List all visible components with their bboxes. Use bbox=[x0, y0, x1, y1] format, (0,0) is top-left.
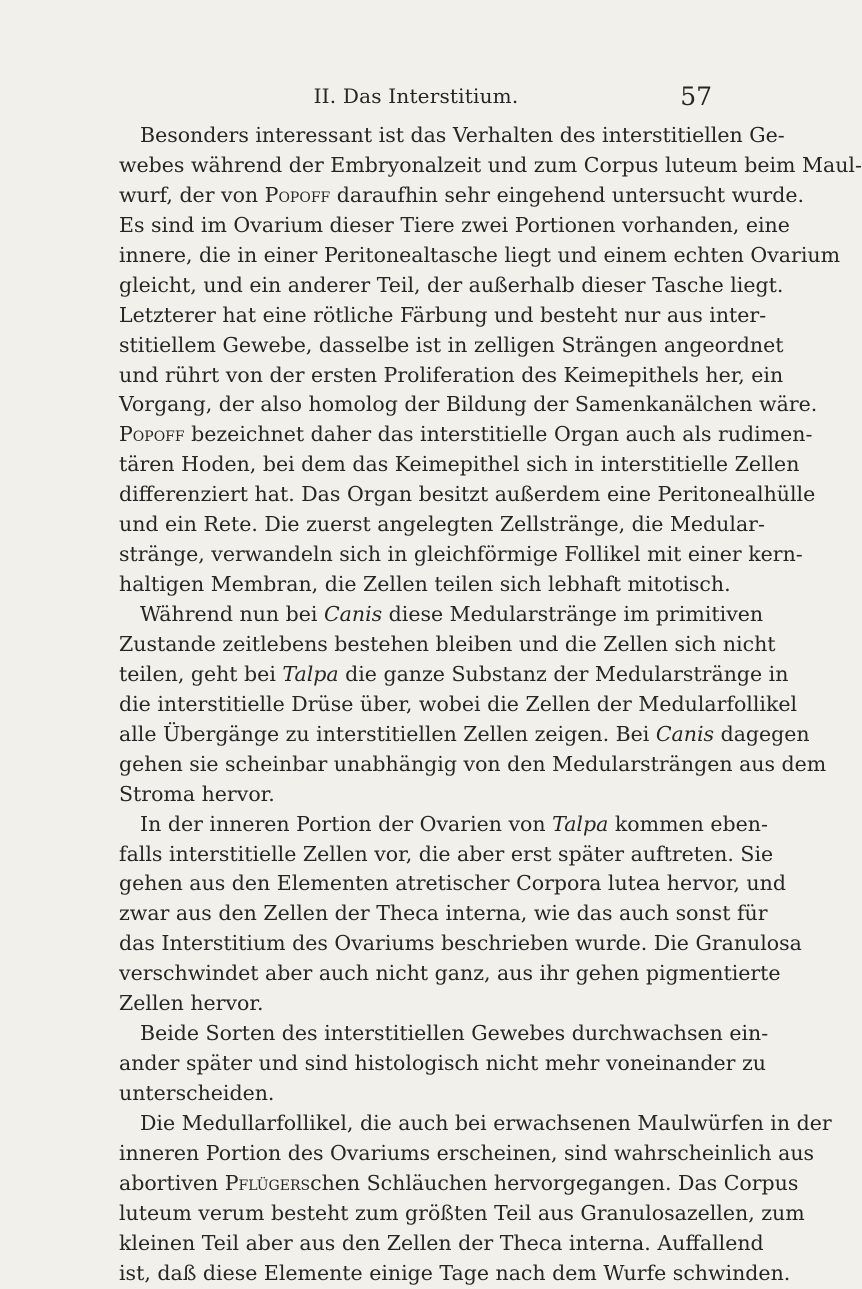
text-line: Letzterer hat eine rötliche Färbung und besteht nur aus inter- bbox=[119, 302, 767, 327]
text-line bbox=[119, 181, 804, 211]
author-name: Popoff bbox=[264, 182, 331, 207]
text-line: unterscheiden. bbox=[119, 1081, 275, 1105]
text-segment: wurf, der von bbox=[119, 182, 265, 207]
text-segment: alle Übergänge zu interstitiellen Zellen zeigen. Bei bbox=[119, 721, 656, 746]
body-text bbox=[119, 121, 862, 1289]
text-line: stitiellem Gewebe, dasselbe ist in zelligen Strängen angeordnet bbox=[119, 332, 784, 357]
running-head-title: II. Das Interstitium. bbox=[313, 84, 519, 108]
text-segment: bezeichnet daher das interstitielle Organ auch als rudimen- bbox=[184, 422, 813, 447]
text-line: und ein Rete. Die zuerst angelegten Zellstränge, die Medular- bbox=[119, 512, 765, 537]
text-segment: die ganze Substanz der Medularstränge in bbox=[338, 661, 789, 686]
text-line: ist, daß diese Elemente einige Tage nach dem Wurfe schwinden. bbox=[119, 1260, 791, 1285]
text-line: innere, die in einer Peritonealtasche liegt und einem echten Ovarium bbox=[119, 242, 841, 267]
genus-name: Talpa bbox=[552, 811, 609, 836]
text-line: gehen aus den Elementen atretischer Corpora lutea hervor, und bbox=[119, 871, 786, 896]
text-line bbox=[119, 810, 768, 840]
text-line: zwar aus den Zellen der Theca interna, wie das auch sonst für bbox=[119, 901, 768, 926]
text-line bbox=[119, 1169, 799, 1199]
text-line: webes während der Embryonalzeit und zum Corpus luteum beim Maul- bbox=[119, 152, 862, 177]
text-line: stränge, verwandeln sich in gleichförmige Follikel mit einer kern- bbox=[119, 542, 803, 567]
author-name: Popoff bbox=[119, 422, 185, 447]
text-line: differenziert hat. Das Organ besitzt außerdem eine Peritonealhülle bbox=[119, 482, 816, 507]
text-line: Zustande zeitlebens bestehen bleiben und die Zellen sich nicht bbox=[119, 631, 776, 656]
text-segment: dagegen bbox=[714, 721, 810, 746]
text-line bbox=[119, 720, 810, 750]
text-line: kleinen Teil aber aus den Zellen der Theca interna. Auffallend bbox=[119, 1230, 764, 1255]
text-line bbox=[119, 660, 789, 690]
text-line: inneren Portion des Ovariums erscheinen, sind wahrscheinlich aus bbox=[119, 1140, 815, 1165]
text-segment: abortiven bbox=[119, 1170, 225, 1195]
text-line: Beide Sorten des interstitiellen Gewebes durchwachsen ein- bbox=[140, 1021, 769, 1046]
text-line: verschwindet aber auch nicht ganz, aus ihr gehen pigmentierte bbox=[119, 961, 781, 986]
text-line: die interstitielle Drüse über, wobei die Zellen der Medularfollikel bbox=[119, 691, 798, 716]
text-segment: kommen eben- bbox=[608, 811, 768, 836]
text-segment: diese Medularstränge im primitiven bbox=[382, 602, 764, 626]
text-line: Die Medullarfollikel, die auch bei erwachsenen Maulwürfen in der bbox=[140, 1110, 832, 1135]
text-line: das Interstitium des Ovariums beschrieben wurde. Die Granulosa bbox=[119, 931, 802, 956]
text-line bbox=[119, 420, 813, 450]
text-line: ander später und sind histologisch nicht mehr voneinander zu bbox=[119, 1051, 766, 1076]
text-line: Stroma hervor. bbox=[119, 781, 275, 806]
text-segment: In der inneren Portion der Ovarien von bbox=[140, 811, 553, 836]
running-header bbox=[120, 84, 712, 114]
author-name: Pflügers bbox=[224, 1170, 311, 1195]
text-line: gehen sie scheinbar unabhängig von den Medularsträngen aus dem bbox=[119, 751, 827, 776]
text-line bbox=[119, 600, 764, 630]
text-line: luteum verum besteht zum größten Teil aus Granulosazellen, zum bbox=[119, 1200, 805, 1225]
text-line: Zellen hervor. bbox=[119, 991, 264, 1016]
text-line: Vorgang, der also homolog der Bildung der Samenkanälchen wäre. bbox=[119, 392, 818, 417]
page-number: 57 bbox=[680, 82, 712, 111]
text-segment: chen Schläuchen hervorgegangen. Das Corpus bbox=[310, 1170, 799, 1195]
text-line: haltigen Membran, die Zellen teilen sich lebhaft mitotisch. bbox=[119, 572, 731, 597]
text-line: und rührt von der ersten Proliferation des Keimepithels her, ein bbox=[119, 362, 784, 387]
text-line: Besonders interessant ist das Verhalten des interstitiellen Ge- bbox=[140, 123, 785, 147]
text-line: falls interstitielle Zellen vor, die aber erst später auftreten. Sie bbox=[119, 841, 774, 866]
genus-name: Canis bbox=[323, 602, 383, 626]
text-line: Es sind im Ovarium dieser Tiere zwei Portionen vorhanden, eine bbox=[119, 212, 790, 237]
text-segment: teilen, geht bei bbox=[119, 661, 283, 686]
text-segment: Während nun bei bbox=[140, 602, 324, 626]
text-segment: daraufhin sehr eingehend untersucht wurde. bbox=[330, 182, 804, 207]
text-line: gleicht, und ein anderer Teil, der außerhalb dieser Tasche liegt. bbox=[119, 272, 784, 297]
genus-name: Canis bbox=[655, 721, 715, 746]
text-line: tären Hoden, bei dem das Keimepithel sich in interstitielle Zellen bbox=[119, 452, 800, 477]
genus-name: Talpa bbox=[282, 661, 339, 686]
